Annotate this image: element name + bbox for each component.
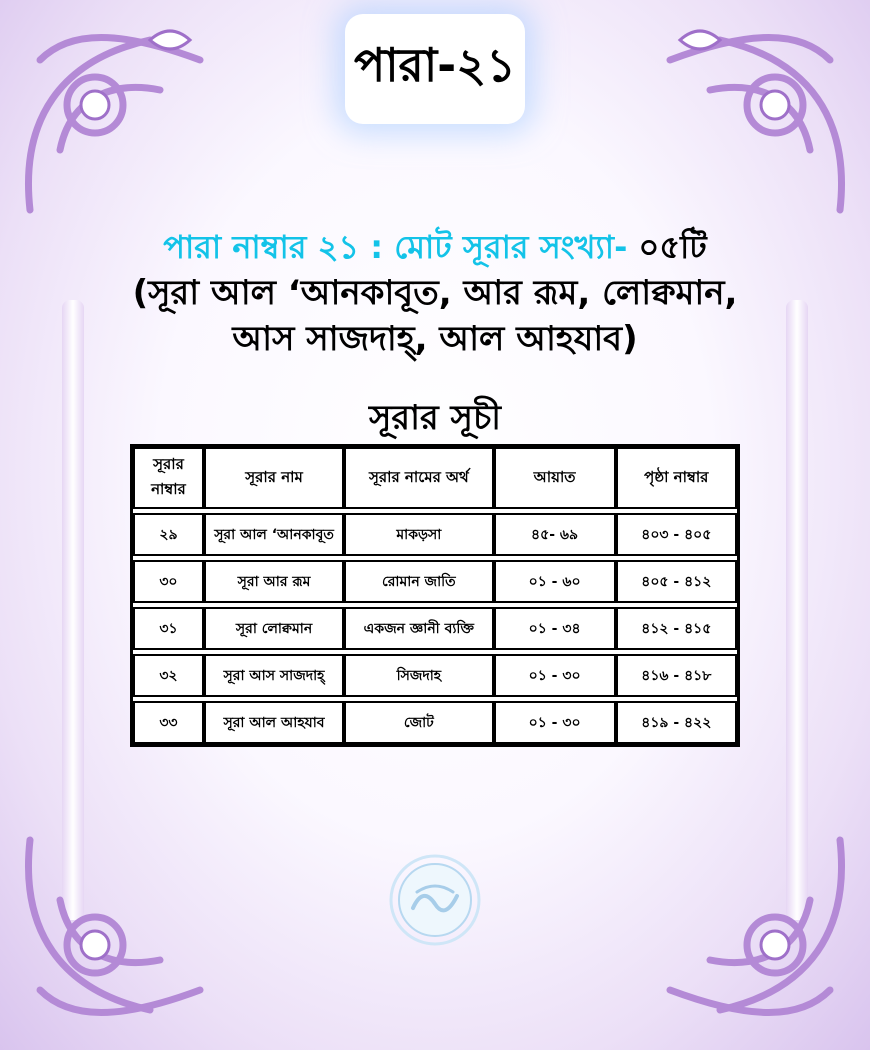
cell-page-number: ৪১২ - ৪১৫ [616,607,737,650]
header-name-meaning: সূরার নামের অর্থ [344,447,493,509]
cell-surah-number: ৩২ [133,654,204,697]
ornament-corner-icon [640,0,870,230]
ornament-corner-icon [640,820,870,1050]
header-surah-name: সূরার নাম [204,447,344,509]
cell-name-meaning: রোমান জাতি [344,560,493,603]
cell-surah-name: সূরা আর রূম [204,560,344,603]
cell-name-meaning: একজন জ্ঞানী ব্যক্তি [344,607,493,650]
header-page-number: পৃষ্ঠা নাম্বার [616,447,737,509]
para-info-line [60,222,810,276]
cell-name-meaning: জোট [344,701,493,744]
surah-count-label: মোট সূরার সংখ্যা- [394,228,628,266]
cell-surah-name: সূরা লোক্বমান [204,607,344,650]
surah-names-text [60,270,810,362]
table-header-row [133,447,737,509]
page-title: পারা-২১ [353,38,517,92]
cell-surah-name: সূরা আস সাজদাহ্‌ [204,654,344,697]
table-row [133,701,737,744]
cell-page-number: ৪০৩ - ৪০৫ [616,513,737,556]
cell-surah-number: ৩০ [133,560,204,603]
cell-ayat: ৪৫- ৬৯ [494,513,616,556]
table-row [133,560,737,603]
cell-surah-name: সূরা আল আহযাব [204,701,344,744]
cell-ayat: ০১ - ৩৪ [494,607,616,650]
surah-names-line-2: আস সাজদাহ্‌, আল আহযাব) [232,319,638,359]
cell-surah-number: ৩১ [133,607,204,650]
cell-name-meaning: সিজদাহ [344,654,493,697]
cell-surah-number: ৩৩ [133,701,204,744]
cell-page-number: ৪১৬ - ৪১৮ [616,654,737,697]
cell-page-number: ৪০৫ - ৪১২ [616,560,737,603]
cell-ayat: ০১ - ৩০ [494,701,616,744]
surah-count-value: ০৫টি [638,228,707,266]
header-ayat: আয়াত [494,447,616,509]
cell-page-number: ৪১৯ - ৪২২ [616,701,737,744]
para-number-label: পারা নাম্বার ২১ : [163,228,384,266]
surah-names-line-1: (সূরা আল ‘আনকাবূত, আর রূম, লোক্বমান, [132,273,738,313]
cell-name-meaning: মাকড়সা [344,513,493,556]
header-surah-number: সূরার নাম্বার [133,447,204,509]
table-row [133,607,737,650]
calligraphy-seal-icon [385,850,485,950]
ornament-corner-icon [0,820,230,1050]
cell-surah-number: ২৯ [133,513,204,556]
cell-ayat: ০১ - ৩০ [494,654,616,697]
cell-surah-name: সূরা আল ‘আনকাবূত [204,513,344,556]
table-row [133,654,737,697]
index-heading: সূরার সূচী [368,398,502,438]
cell-ayat: ০১ - ৬০ [494,560,616,603]
ornament-corner-icon [0,0,230,230]
title-box [345,14,525,124]
table-row [133,513,737,556]
surah-index-table [130,444,740,747]
